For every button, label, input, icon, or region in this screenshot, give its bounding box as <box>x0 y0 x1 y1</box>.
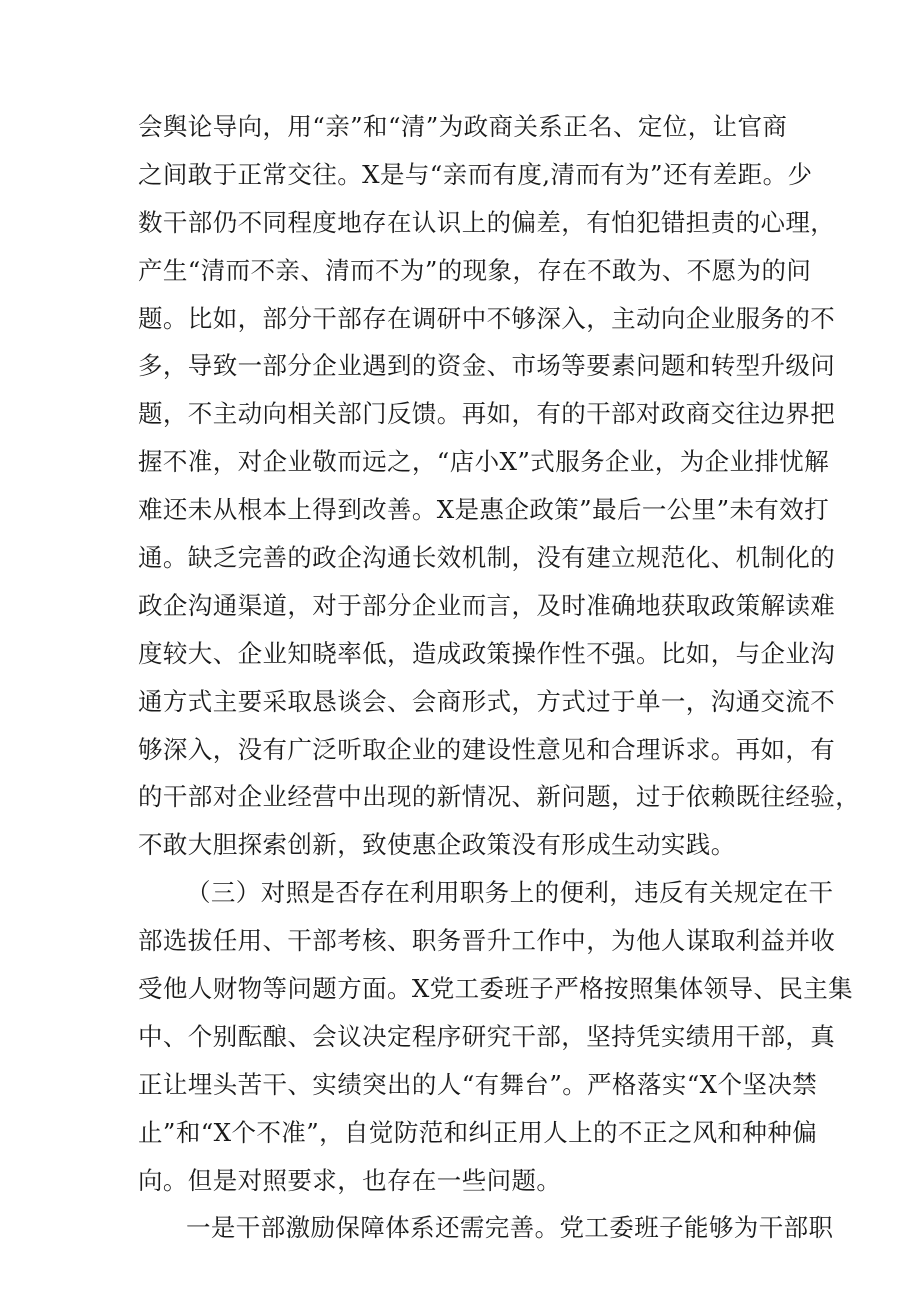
text-line: 够深入，没有广泛听取企业的建设性意见和合理诉求。再如，有 <box>138 734 836 764</box>
section-heading-line: （三）对照是否存在利用职务上的便利，违反有关规定在干 <box>186 878 834 908</box>
text-line: 题。比如，部分干部存在调研中不够深入，主动向企业服务的不 <box>138 303 836 333</box>
text-line: 握不准，对企业敬而远之，“店小X”式服务企业，为企业排忧解 <box>138 447 830 477</box>
text-line: 止”和“X个不准”，自觉防范和纠正用人上的不正之风和种种偏 <box>138 1117 818 1147</box>
text-line: 部选拔任用、干部考核、职务晋升工作中，为他人谋取利益并收 <box>138 926 836 956</box>
paragraph-start-line: 一是干部激励保障体系还需完善。党工委班子能够为干部职 <box>186 1213 834 1243</box>
text-line: 难还未从根本上得到改善。X是惠企政策”最后一公里”未有效打 <box>138 495 830 525</box>
text-line: 多，导致一部分企业遇到的资金、市场等要素问题和转型升级问 <box>138 351 836 381</box>
text-line: 度较大、企业知晓率低，造成政策操作性不强。比如，与企业沟 <box>138 638 836 668</box>
text-line: 会舆论导向，用“亲”和“清”为政商关系正名、定位，让官商 <box>138 112 788 141</box>
text-line: 中、个别酝酿、会议决定程序研究干部，坚持凭实绩用干部，真 <box>138 1021 836 1051</box>
text-line: 产生“清而不亲、清而不为”的现象，存在不敢为、不愿为的问 <box>138 255 812 285</box>
text-line: 的干部对企业经营中出现的新情况、新问题，过于依赖既往经验， <box>138 782 861 812</box>
text-line: 正让埋头苦干、实绩突出的人“有舞台”。严格落实“X个坚决禁 <box>138 1069 818 1099</box>
text-line: 不敢大胆探索创新，致使惠企政策没有形成生动实践。 <box>138 830 736 860</box>
text-line: 通。缺乏完善的政企沟通长效机制，没有建立规范化、机制化的 <box>138 543 836 573</box>
document-body <box>138 103 861 1252</box>
text-line: 之间敢于正常交往。X是与“亲而有度,清而有为”还有差距。少 <box>138 159 813 189</box>
text-line: 政企沟通渠道，对于部分企业而言，及时准确地获取政策解读难 <box>138 590 836 620</box>
text-line: 数干部仍不同程度地存在认识上的偏差，有怕犯错担责的心理， <box>138 207 836 237</box>
text-line: 通方式主要采取恳谈会、会商形式，方式过于单一，沟通交流不 <box>138 686 836 716</box>
text-line: 向。但是对照要求，也存在一些问题。 <box>138 1165 562 1195</box>
text-line: 题，不主动向相关部门反馈。再如，有的干部对政商交往边界把 <box>138 399 836 429</box>
text-line: 受他人财物等问题方面。X党工委班子严格按照集体领导、民主集 <box>138 974 854 1004</box>
